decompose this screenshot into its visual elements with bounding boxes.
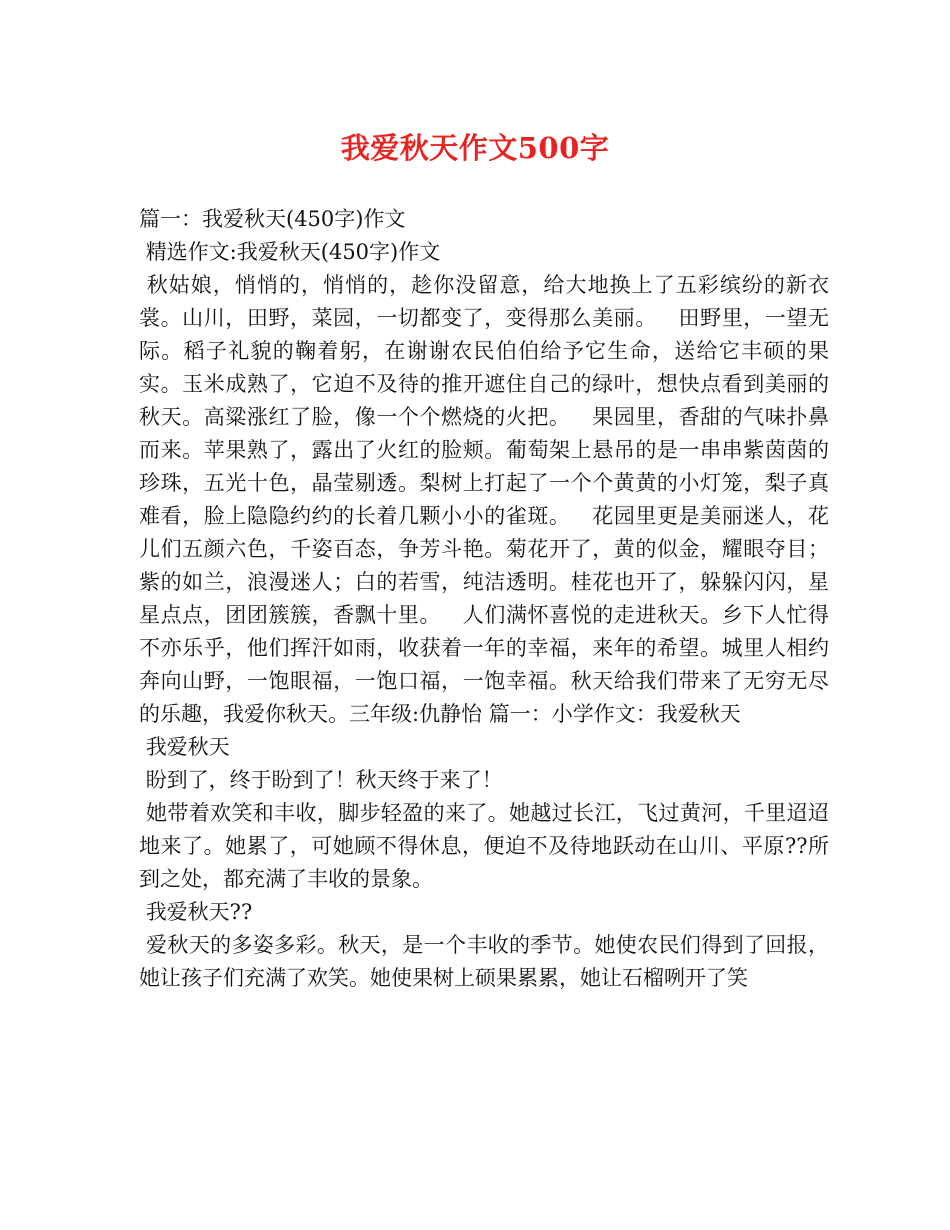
paragraph-8: 爱秋天的多姿多彩。秋天，是一个丰收的季节。她使农民们得到了回报，她让孩子们充满了欢笑。她使果树上硕果累累，她让石榴咧开了笑: [139, 933, 829, 990]
document-title: 我爱秋天作文500字: [340, 131, 610, 165]
document-body: [139, 203, 829, 995]
paragraph-5: 盼到了，终于盼到了！秋天终于来了！: [139, 768, 503, 792]
paragraph-1: 篇一：我爱秋天(450字)作文: [139, 207, 406, 231]
paragraph-4: 我爱秋天: [139, 735, 230, 759]
paragraph-2: 精选作文:我爱秋天(450字)作文: [139, 240, 441, 264]
paragraph-6: 她带着欢笑和丰收，脚步轻盈的来了。她越过长江，飞过黄河，千里迢迢地来了。她累了，可她顾不得休息，便迫不及待地跃动在山川、平原??所到之处，都充满了丰收的景象。: [139, 801, 829, 891]
paragraph-3: 秋姑娘，悄悄的，悄悄的，趁你没留意，给大地换上了五彩缤纷的新衣裳。山川，田野，菜园，一切都变了，变得那么美丽。 田野里，一望无际。稻子礼貌的鞠着躬，在谢谢农民伯伯给予它生命，送给它丰硕的果实。玉米成熟了，它迫不及待的推开遮住自己的绿叶，想快点看到美丽的秋天。高粱涨红了脸，像一个个燃烧的火把。 果园里，香甜的气味扑鼻而来。苹果熟了，露出了火红的脸颊。葡萄架上悬吊的是一串串紫茵茵的珍珠，五光十色，晶莹剔透。梨树上打起了一个个黄黄的小灯笼，梨子真难看，脸上隐隐约约的长着几颗小小的雀斑。 花园里更是美丽迷人，花儿们五颜六色，千姿百态，争芳斗艳。菊花开了，黄的似金，耀眼夺目；紫的如兰，浪漫迷人；白的若雪，纯洁透明。桂花也开了，躲躲闪闪，星星点点，团团簇簇，香飘十里。 人们满怀喜悦的走进秋天。乡下人忙得不亦乐乎，他们挥汗如雨，收获着一年的幸福，来年的希望。城里人相约奔向山野，一饱眼福，一饱口福，一饱幸福。秋天给我们带来了无穷无尽的乐趣，我爱你秋天。三年级:仇静怡 篇一：小学作文：我爱秋天: [139, 273, 829, 726]
paragraph-7: 我爱秋天??: [139, 900, 253, 924]
